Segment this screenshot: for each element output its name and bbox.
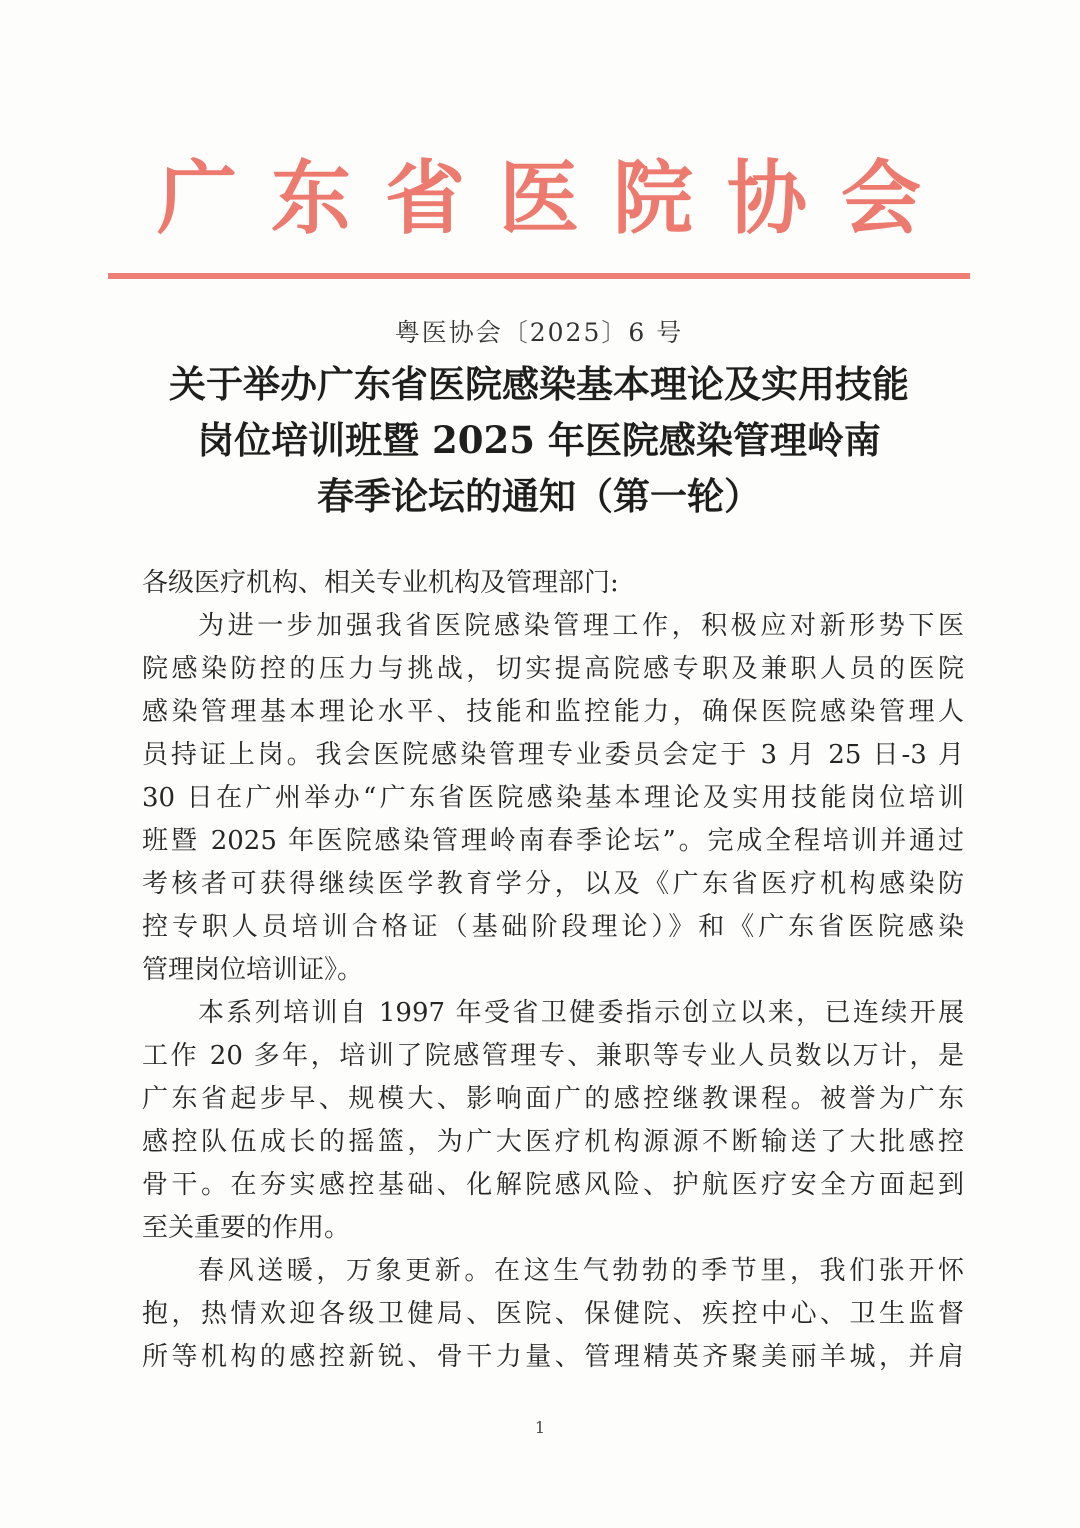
salutation: 各级医疗机构、相关专业机构及管理部门:	[142, 568, 619, 598]
body-line: 本系列培训自 1997 年受省卫健委指示创立以来，已连续开展	[198, 998, 964, 1028]
body-line: 至关重要的作用。	[142, 1213, 351, 1243]
body-line: 所等机构的感控新锐、骨干力量、管理精英齐聚美丽羊城，并肩	[142, 1342, 964, 1372]
document-body	[142, 562, 964, 1379]
title-line-2: 岗位培训班暨 2025 年医院感染管理岭南	[197, 418, 881, 462]
body-line: 考核者可获得继续医学教育学分，以及《广东省医疗机构感染防	[142, 869, 964, 899]
body-line: 院感染防控的压力与挑战，切实提高院感专职及兼职人员的医院	[142, 654, 964, 684]
page-number: 1	[534, 1418, 546, 1437]
body-line: 春风送暖，万象更新。在这生气勃勃的季节里，我们张开怀	[198, 1256, 964, 1286]
body-line: 抱，热情欢迎各级卫健局、医院、保健院、疾控中心、卫生监督	[142, 1299, 964, 1329]
title-line-1: 关于举办广东省医院感染基本理论及实用技能	[169, 362, 909, 406]
document-title	[108, 356, 970, 524]
body-line: 广东省起步早、规模大、影响面广的感控继教课程。被誉为广东	[142, 1084, 964, 1114]
body-line: 员持证上岗。我会医院感染管理专业委员会定于 3 月 25 日-3 月	[142, 740, 964, 770]
document-number: 粤医协会〔2025〕6 号	[394, 318, 684, 347]
body-line: 控专职人员培训合格证（基础阶段理论）》和《广东省医院感染	[142, 912, 964, 942]
org-name-header: 广东省医院协会	[157, 151, 955, 245]
body-line: 骨干。在夯实感控基础、化解院感风险、护航医疗安全方面起到	[142, 1170, 964, 1200]
body-line: 感控队伍成长的摇篮，为广大医疗机构源源不断输送了大批感控	[142, 1127, 964, 1157]
title-line-3: 春季论坛的通知（第一轮）	[317, 474, 761, 518]
body-line: 管理岗位培训证》。	[142, 955, 364, 985]
body-line: 感染管理基本理论水平、技能和监控能力，确保医院感染管理人	[142, 697, 964, 727]
body-line: 班暨 2025 年医院感染管理岭南春季论坛”。完成全程培训并通过	[142, 826, 964, 856]
body-line: 30 日在广州举办“广东省医院感染基本理论及实用技能岗位培训	[142, 783, 964, 813]
header-red-rule	[108, 273, 970, 279]
body-line: 工作 20 多年，培训了院感管理专、兼职等专业人员数以万计，是	[142, 1041, 964, 1071]
body-line: 为进一步加强我省医院感染管理工作，积极应对新形势下医	[198, 611, 964, 641]
